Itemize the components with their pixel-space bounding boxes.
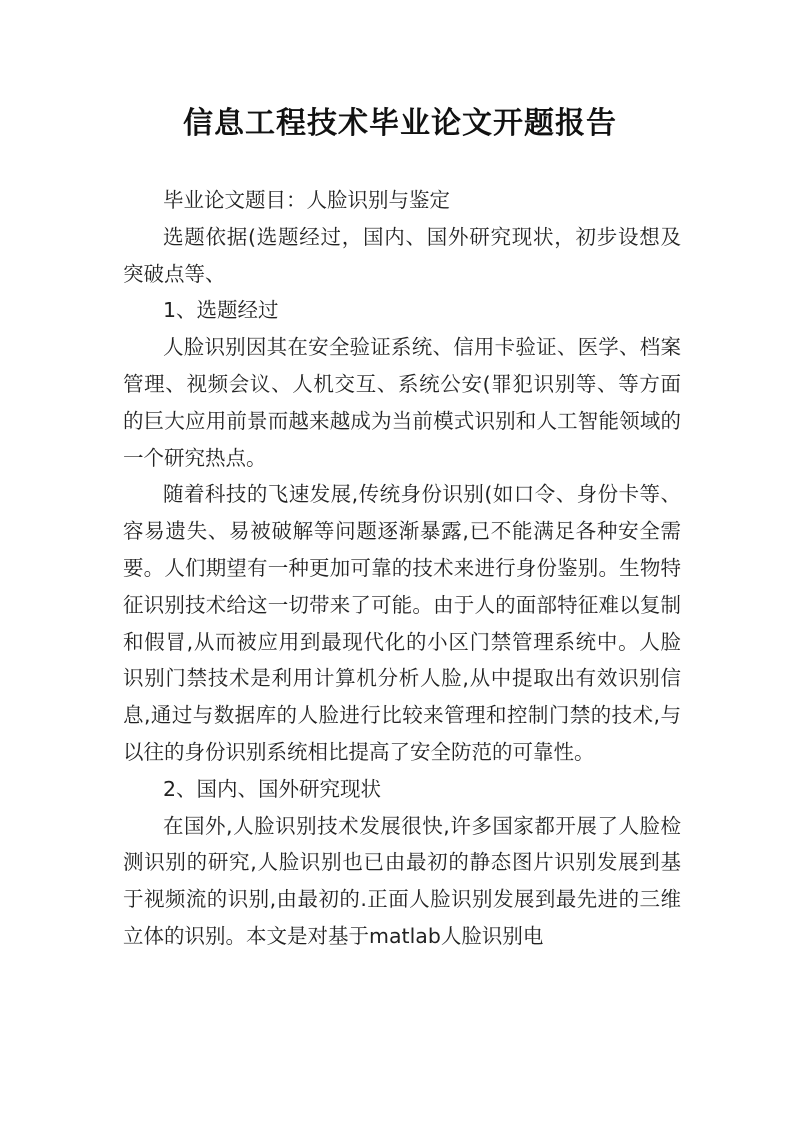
document-body <box>123 182 681 955</box>
section-1-paragraph-2: 随着科技的飞速发展,传统身份识别(如口令、身份卡等、容易遗失、易被破解等问题逐渐暴露,已不能满足各种安全需要。人们期望有一种更加可靠的技术来进行身份鉴别。生物特征识别技术给这一切带来了可能。由于人的面部特征难以复制和假冒,从而被应用到最现代化的小区门禁管理系统中。人脸识别门禁技术是利用计算机分析人脸,从中提取出有效识别信息,通过与数据库的人脸进行比较来管理和控制门禁的技术,与以往的身份识别系统相比提高了安全防范的可靠性。 <box>123 482 681 764</box>
document-title: 信息工程技术毕业论文开题报告 <box>183 106 617 141</box>
section-2-heading: 2、国内、国外研究现状 <box>163 776 382 801</box>
section-1-paragraph-1: 人脸识别因其在安全验证系统、信用卡验证、医学、档案管理、视频会议、人机交互、系统公安(罪犯识别等、等方面的巨大应用前景而越来越成为当前模式识别和人工智能领域的一个研究热点。 <box>123 335 681 470</box>
section-2-paragraph-1: 在国外,人脸识别技术发展很快,许多国家都开展了人脸检测识别的研究,人脸识别也已由最初的静态图片识别发展到基于视频流的识别,由最初的.正面人脸识别发展到最先进的三维立体的识别。本文是对基于matlab人脸识别电 <box>123 813 681 948</box>
topic-basis-line: 选题依据(选题经过，国内、国外研究现状，初步设想及突破点等、 <box>123 224 681 286</box>
section-1-heading: 1、选题经过 <box>163 298 279 323</box>
thesis-topic-line: 毕业论文题目：人脸识别与鉴定 <box>163 188 450 212</box>
